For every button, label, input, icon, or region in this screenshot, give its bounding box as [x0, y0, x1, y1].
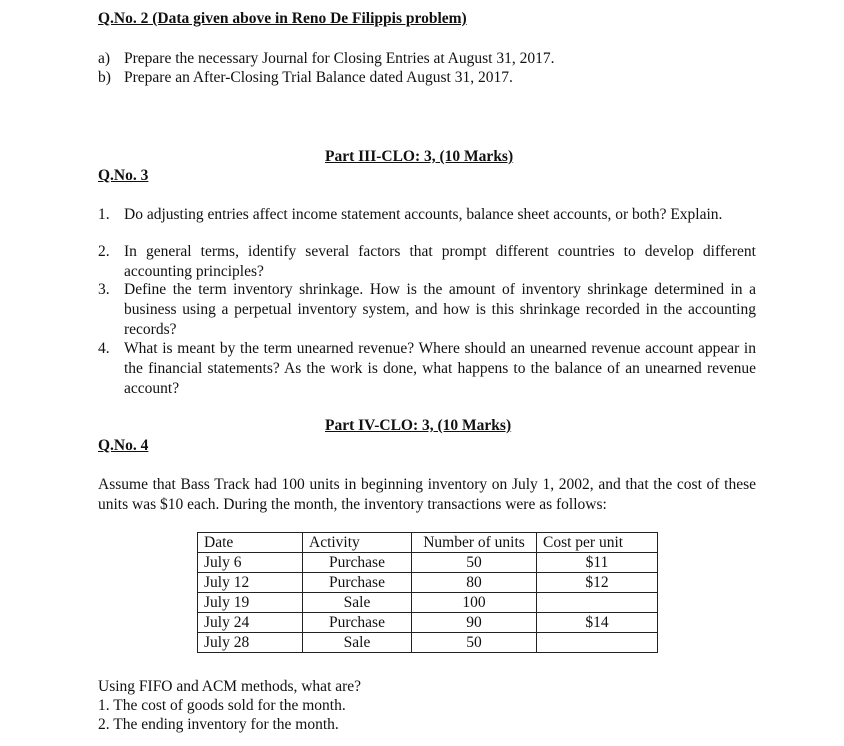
q3-question-4-text: What is meant by the term unearned revenue? Where should an unearned revenue account appear in the financial statements? As the work is done, what happens to the balance of an unearned revenue account? — [124, 340, 756, 397]
table-cell-units: 50 — [412, 633, 537, 653]
q2-item-b — [98, 68, 513, 88]
table-cell-activity: Purchase — [303, 573, 412, 593]
table-cell-activity: Purchase — [303, 553, 412, 573]
table-row — [198, 613, 658, 633]
table-row — [198, 633, 658, 653]
part3-heading: Part III-CLO: 3, (10 Marks) — [325, 148, 514, 165]
table-cell-units: 90 — [412, 613, 537, 633]
table-cell-cost: $14 — [537, 613, 658, 633]
table-row — [198, 553, 658, 573]
q4-ask-1: 1. The cost of goods sold for the month. — [98, 697, 346, 714]
table-header-cost: Cost per unit — [537, 533, 658, 553]
q3-question-2-marker: 2. — [98, 243, 110, 260]
q3-question-4-marker: 4. — [98, 340, 110, 357]
q2-item-b-marker: b) — [98, 69, 111, 86]
table-row — [198, 573, 658, 593]
table-header-row — [198, 533, 658, 553]
q3-question-3-marker: 3. — [98, 281, 110, 298]
table-cell-date: July 12 — [198, 573, 303, 593]
table-cell-cost: $11 — [537, 553, 658, 573]
q3-question-2-text: In general terms, identify several factors that prompt different countries to develop different accounting principles? — [124, 243, 756, 280]
q2-item-a — [98, 49, 555, 69]
table-cell-date: July 28 — [198, 633, 303, 653]
inventory-table — [197, 532, 658, 653]
q2-item-a-text: Prepare the necessary Journal for Closing Entries at August 31, 2017. — [124, 50, 555, 67]
table-header-units: Number of units — [412, 533, 537, 553]
table-cell-units: 80 — [412, 573, 537, 593]
table-cell-units: 50 — [412, 553, 537, 573]
table-cell-date: July 6 — [198, 553, 303, 573]
q3-question-1-marker: 1. — [98, 206, 110, 223]
q4-ask-2: 2. The ending inventory for the month. — [98, 716, 339, 733]
part4-heading: Part IV-CLO: 3, (10 Marks) — [325, 417, 512, 434]
q4-intro: Assume that Bass Track had 100 units in beginning inventory on July 1, 2002, and that the cost of these units was $10 each. During the month, the inventory transactions were as follows: — [98, 476, 756, 513]
q4-prompt: Using FIFO and ACM methods, what are? — [98, 678, 362, 695]
table-cell-units: 100 — [412, 593, 537, 613]
table-cell-cost — [537, 593, 658, 613]
q2-item-a-marker: a) — [98, 50, 111, 67]
q3-heading: Q.No. 3 — [98, 167, 149, 184]
q3-question-3-text: Define the term inventory shrinkage. How is the amount of inventory shrinkage determined in a business using a perpetual inventory system, and how is this shrinkage recorded in the accounting records? — [124, 281, 756, 338]
table-cell-cost: $12 — [537, 573, 658, 593]
q3-question-1-text: Do adjusting entries affect income statement accounts, balance sheet accounts, or both? Explain. — [124, 206, 723, 223]
table-cell-activity: Sale — [303, 593, 412, 613]
table-cell-date: July 19 — [198, 593, 303, 613]
q4-heading: Q.No. 4 — [98, 437, 149, 454]
q2-item-b-text: Prepare an After-Closing Trial Balance dated August 31, 2017. — [124, 69, 513, 86]
table-cell-date: July 24 — [198, 613, 303, 633]
table-row — [198, 593, 658, 613]
table-cell-activity: Purchase — [303, 613, 412, 633]
table-cell-activity: Sale — [303, 633, 412, 653]
table-cell-cost — [537, 633, 658, 653]
q2-heading: Q.No. 2 (Data given above in Reno De Filippis problem) — [98, 10, 467, 27]
table-header-date: Date — [198, 533, 303, 553]
table-header-activity: Activity — [303, 533, 412, 553]
